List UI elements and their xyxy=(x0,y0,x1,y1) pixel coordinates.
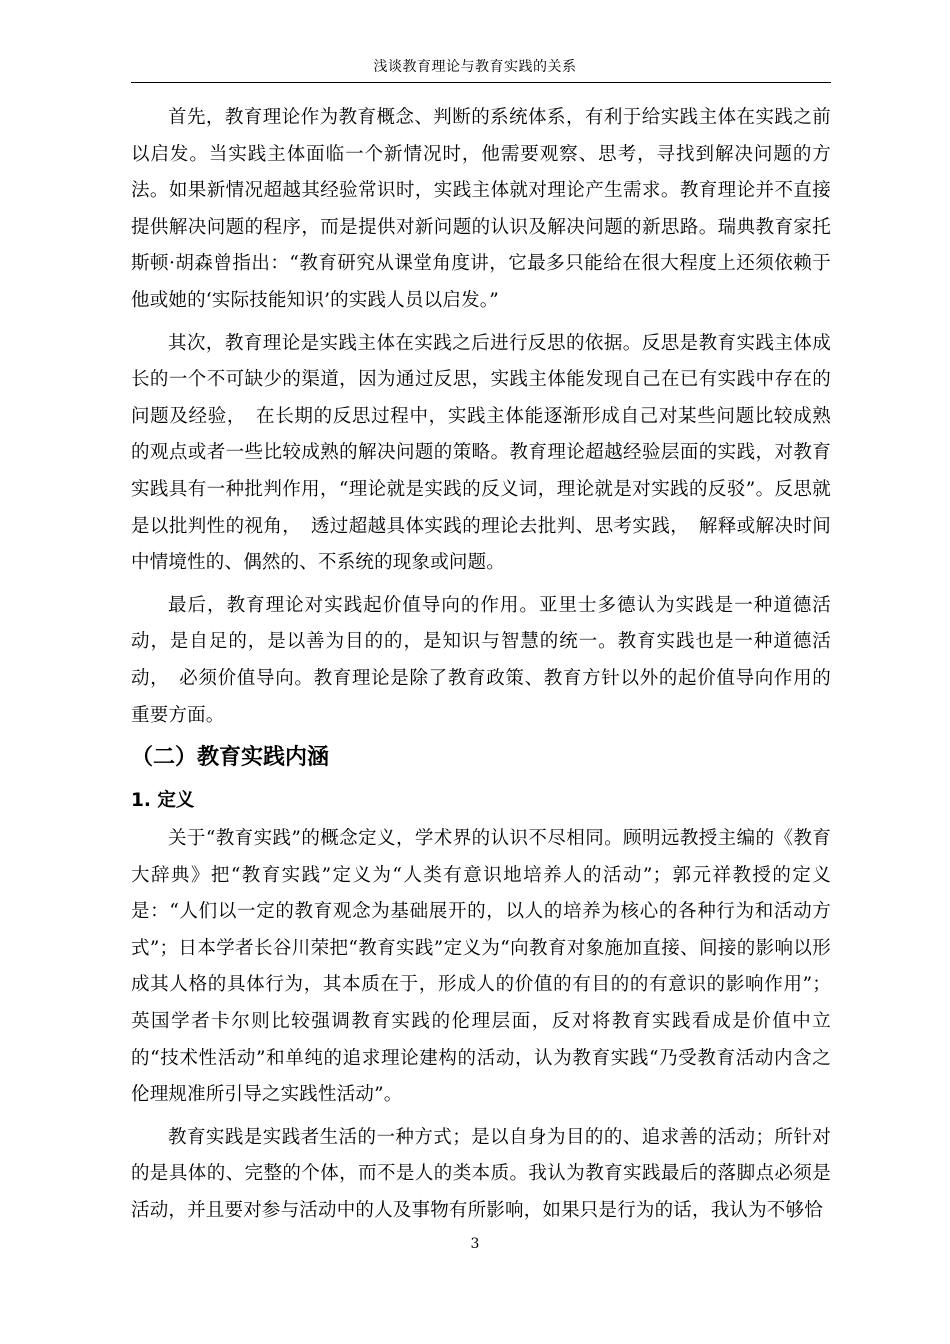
header-rule xyxy=(131,82,831,83)
section-heading: （二）教育实践内涵 xyxy=(131,745,330,771)
subsection-heading: 1. 定义 xyxy=(131,790,195,812)
paragraph-definition: 关于“教育实践”的概念定义，学术界的认识不尽相同。顾明远教授主编的《教育大辞典》把“教育实践”定义为“人类有意识地培养人的活动”；郭元祥教授的定义是：“人们以一定的教育观念为基础展开的，以人的培养为核心的各种行为和活动方式”；日本学者长谷川荣把“教育实践”定义为“向教育对象施加直接、间接的影响以形成其人格的具体行为，其本质在于，形成人的价值的有目的的有意识的影响作用”；英国学者卡尔则比较强调教育实践的伦理层面，反对将教育实践看成是价值中立的“技术性活动”和单纯的追求理论建构的活动，认为教育实践“乃受教育活动内含之伦理规准所引导之实践性活动”。 xyxy=(131,828,831,1106)
paragraph-theory-reflection: 其次，教育理论是实践主体在实践之后进行反思的依据。反思是教育实践主体成长的一个不可缺少的渠道，因为通过反思，实践主体能发现自己在已有实践中存在的问题及经验， 在长期的反思过程中，实践主体能逐渐形成自己对某些问题比较成熟的观点或者一些比较成熟的解决问题的策略。教育理论超越经验层面的实践，对教育实践具有一种批判作用，“理论就是实践的反义词，理论就是对实践的反驳”。反思就是以批判性的视角， 透过超越具体实践的理论去批判、思考实践， 解释或解决时间中情境性的、偶然的、不系统的现象或问题。 xyxy=(131,332,831,574)
paragraph-theory-value-guidance: 最后，教育理论对实践起价值导向的作用。亚里士多德认为实践是一种道德活动，是自足的，是以善为目的的，是知识与智慧的统一。教育实践也是一种道德活动， 必须价值导向。教育理论是除了教育政策、教育方针以外的起价值导向作用的重要方面。 xyxy=(131,594,831,726)
running-header: 浅谈教育理论与教育实践的关系 xyxy=(373,59,577,75)
document-body xyxy=(131,100,831,1230)
page-number: 3 xyxy=(470,1236,480,1252)
paragraph-practice-view: 教育实践是实践者生活的一种方式；是以自身为目的的、追求善的活动；所针对的是具体的、完整的个体，而不是人的类本质。我认为教育实践最后的落脚点必须是活动，并且要对参与活动中的人及事物有所影响，如果只是行为的话，我认为不够恰 xyxy=(131,1126,831,1222)
paragraph-theory-inspiration: 首先，教育理论作为教育概念、判断的系统体系，有利于给实践主体在实践之前以启发。当实践主体面临一个新情况时，他需要观察、思考，寻找到解决问题的方法。如果新情况超越其经验常识时，实践主体就对理论产生需求。教育理论并不直接提供解决问题的程序，而是提供对新问题的认识及解决问题的新思路。瑞典教育家托斯顿·胡森曾指出：“教育研究从课堂角度讲，它最多只能给在很大程度上还须依赖于他或她的‘实际技能知识’的实践人员以启发。” xyxy=(131,107,831,311)
